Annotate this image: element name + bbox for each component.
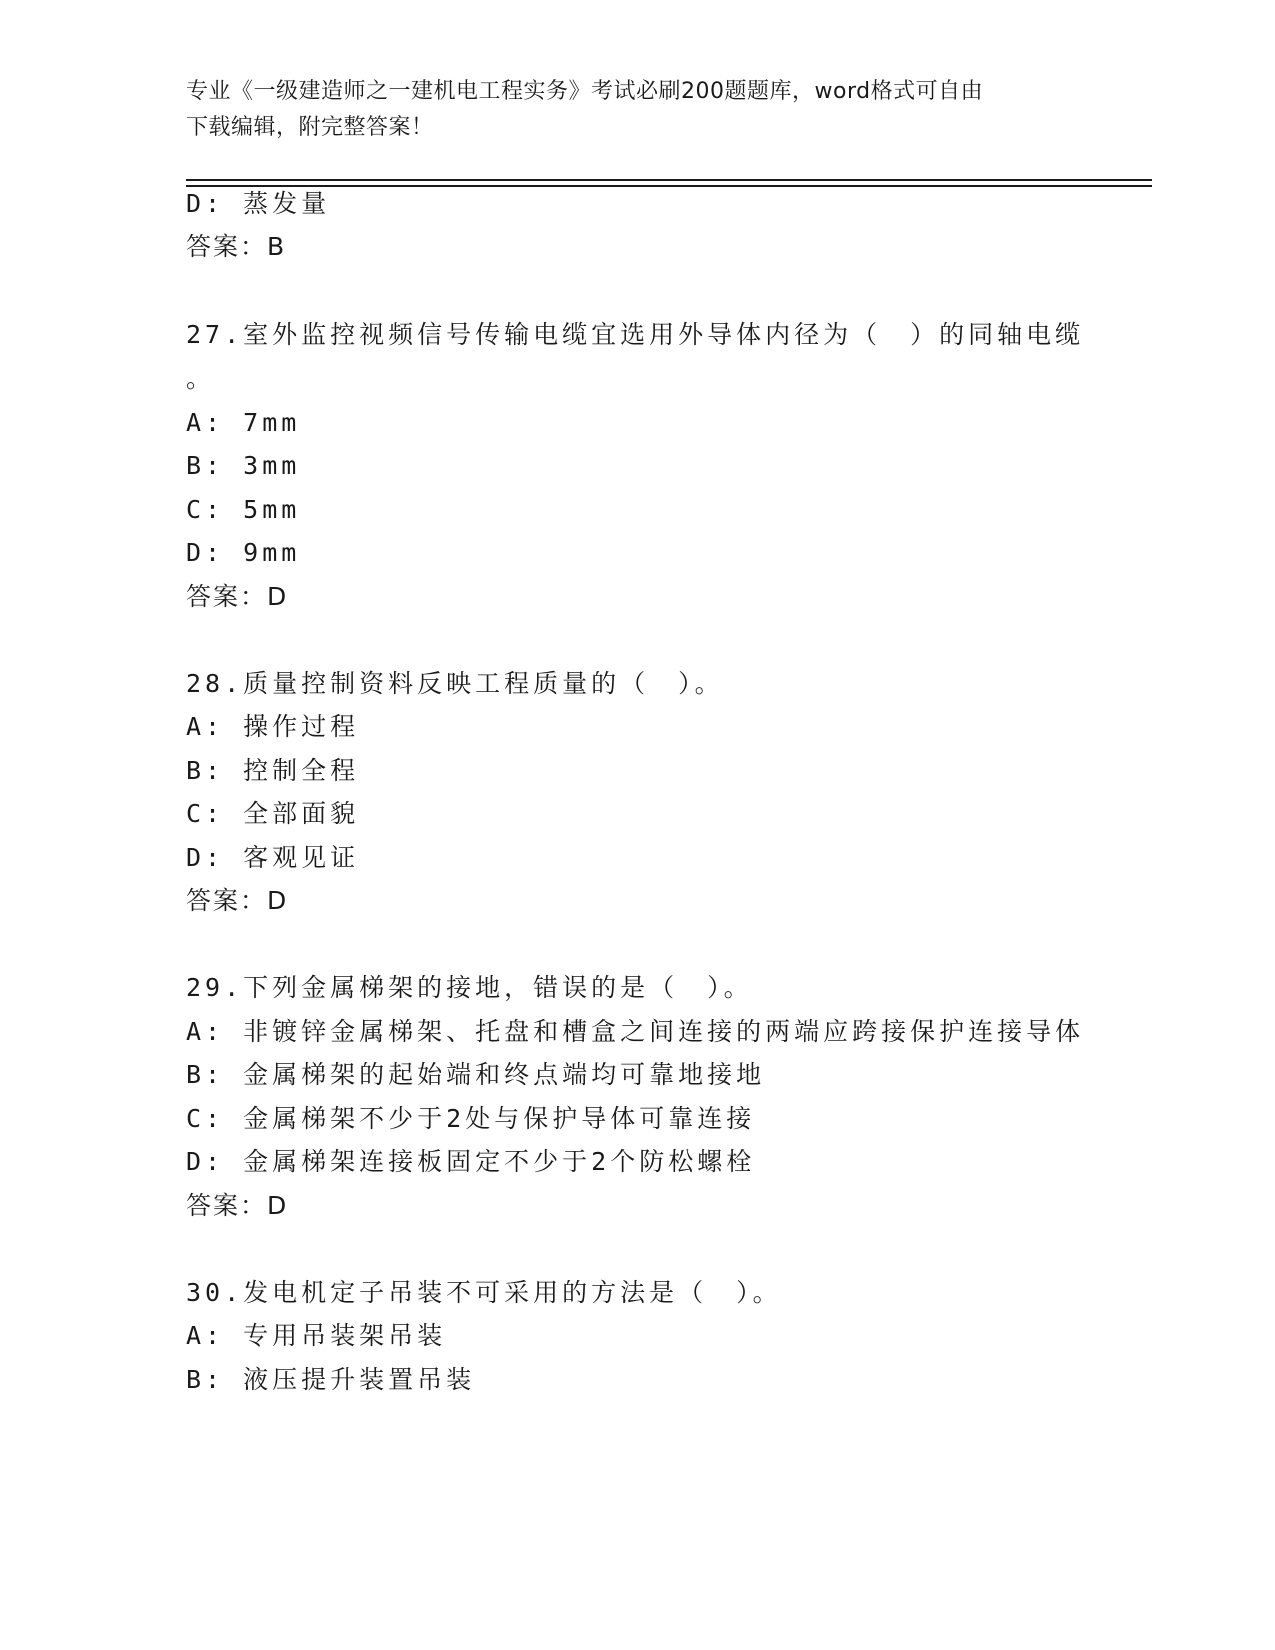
q30-stem: 30.发电机定子吊装不可采用的方法是（ ）。 [186, 1278, 782, 1307]
q27-option-d: D: 9mm [186, 538, 301, 567]
q28-stem: 28.质量控制资料反映工程质量的（ ）。 [186, 669, 724, 698]
q29-stem: 29.下列金属梯架的接地，错误的是（ ）。 [186, 973, 753, 1002]
header-divider-bottom [186, 185, 1152, 187]
document-header [186, 74, 1066, 146]
prev-answer: 答案：B [186, 232, 287, 261]
q27-option-b: B: 3mm [186, 451, 301, 480]
q28-option-c: C: 全部面貌 [186, 799, 360, 828]
q27-option-c: C: 5mm [186, 495, 301, 524]
q29-option-b: B: 金属梯架的起始端和终点端均可靠地接地 [186, 1060, 766, 1089]
q27-stem: 27.室外监控视频信号传输电缆宜选用外导体内径为（ ）的同轴电缆 [186, 320, 1085, 349]
q29-option-c: C: 金属梯架不少于2处与保护导体可靠连接 [186, 1104, 756, 1133]
prev-option-d: D: 蒸发量 [186, 189, 331, 218]
header-line-2: 下载编辑，附完整答案！ [186, 115, 434, 140]
q28-option-b: B: 控制全程 [186, 756, 360, 785]
header-line-1: 专业《一级建造师之一建机电工程实务》考试必刷200题题库，word格式可自由 [186, 79, 984, 104]
q28-answer: 答案：D [186, 886, 289, 915]
q28-option-d: D: 客观见证 [186, 843, 360, 872]
q27-stem-cont: 。 [186, 364, 216, 393]
q29-option-a: A: 非镀锌金属梯架、托盘和槽盒之间连接的两端应跨接保护连接导体 [186, 1017, 1085, 1046]
q30-option-b: B: 液压提升装置吊装 [186, 1365, 476, 1394]
q27-answer: 答案：D [186, 582, 289, 611]
q28-option-a: A: 操作过程 [186, 712, 360, 741]
q29-option-d: D: 金属梯架连接板固定不少于2个防松螺栓 [186, 1147, 756, 1176]
q27-option-a: A: 7mm [186, 408, 301, 437]
q29-answer: 答案：D [186, 1191, 289, 1220]
header-divider-top [186, 179, 1152, 181]
q30-option-a: A: 专用吊装架吊装 [186, 1321, 447, 1350]
